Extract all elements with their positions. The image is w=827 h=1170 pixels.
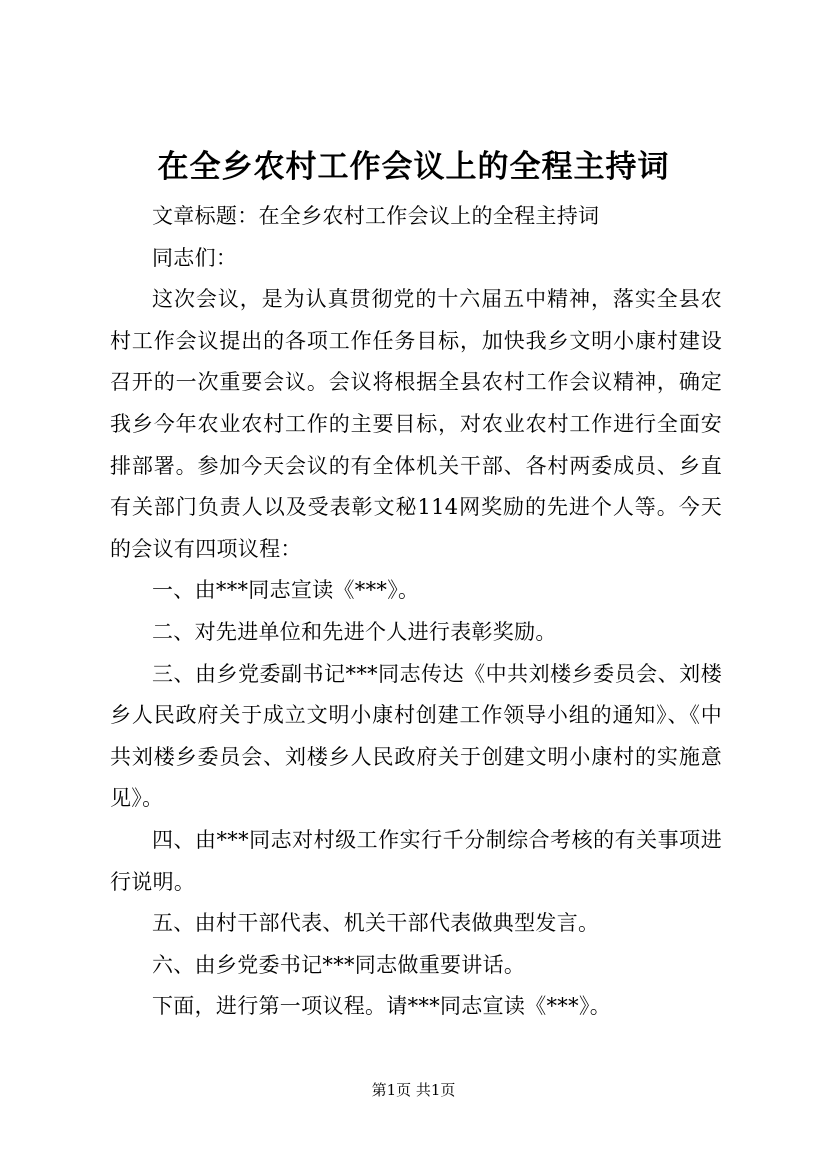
- paragraph-agenda-item-6: 六、由乡党委书记***同志做重要讲话。: [152, 952, 526, 977]
- paragraph-agenda-item-3: 三、由乡党委副书记***同志传达《中共刘楼乡委员会、刘楼乡人民政府关于成立文明小康村创建工作领导小组的通知》、《中共刘楼乡委员会、刘楼乡人民政府关于创建文明小康村的实施意见》。: [110, 661, 722, 811]
- paragraph-article-title: 文章标题：在全乡农村工作会议上的全程主持词: [152, 204, 600, 228]
- paragraph-agenda-item-4: 四、由***同志对村级工作实行千分制综合考核的有关事项进行说明。: [110, 827, 722, 894]
- document-title: 在全乡农村工作会议上的全程主持词: [157, 149, 670, 185]
- paragraph-agenda-item-5: 五、由村干部代表、机关干部代表做典型发言。: [152, 911, 600, 936]
- paragraph-salutation: 同志们：: [152, 245, 238, 270]
- page-footer: 第1页 共1页: [371, 1081, 456, 1099]
- document-body: [110, 196, 722, 1028]
- paragraph-introduction: 这次会议，是为认真贯彻党的十六届五中精神，落实全县农村工作会议提出的各项工作任务目标，加快我乡文明小康村建设召开的一次重要会议。会议将根据全县农村工作会议精神，确定我乡今年农业农村工作的主要目标，对农业农村工作进行全面安排部署。参加今天会议的有全体机关干部、各村两委成员、乡直有关部门负责人以及受表彰文秘114网奖励的先进个人等。今天的会议有四项议程：: [110, 287, 722, 561]
- paragraph-agenda-item-1: 一、由***同志宣读《***》。: [152, 578, 420, 603]
- paragraph-next-step: 下面，进行第一项议程。请***同志宣读《***》。: [152, 994, 611, 1019]
- paragraph-agenda-item-2: 二、对先进单位和先进个人进行表彰奖励。: [152, 619, 557, 644]
